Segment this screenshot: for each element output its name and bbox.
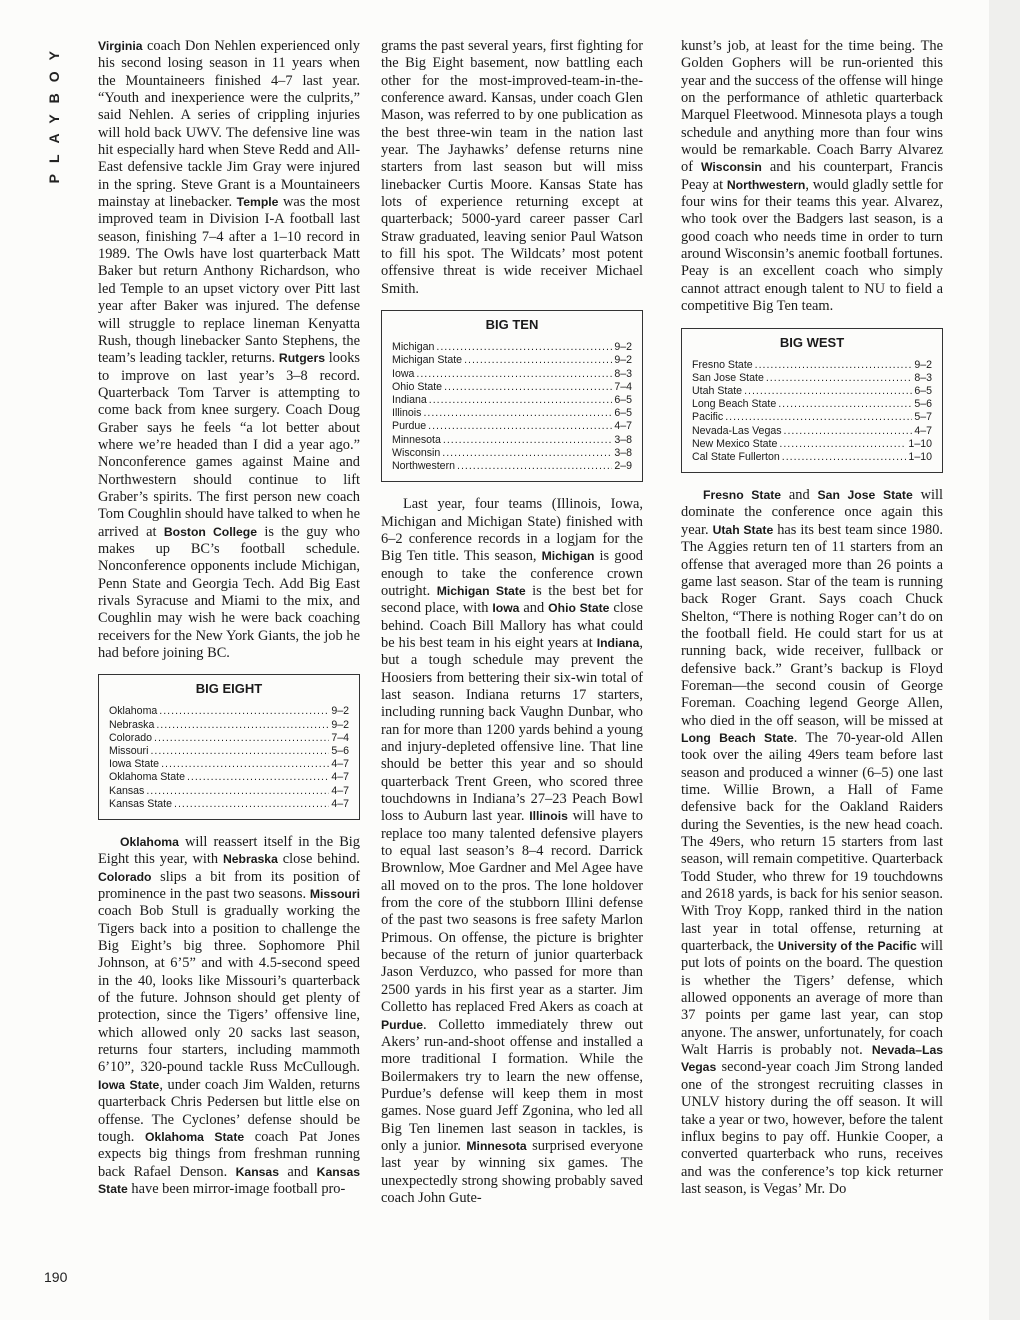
standings-team: Wisconsin bbox=[392, 446, 441, 459]
standings-title: BIG WEST bbox=[779, 334, 845, 350]
text-run: will dominate the conference once again this year. bbox=[681, 487, 943, 538]
text-run: coach Pat Jones expects big things from freshman running back Rafael Denson. bbox=[98, 1128, 360, 1180]
text-run: close behind. bbox=[277, 851, 361, 868]
standings-team: Kansas State bbox=[109, 797, 173, 810]
article-paragraph bbox=[381, 496, 643, 1207]
standings-row bbox=[109, 719, 349, 732]
team-name: Nevada–Las Vegas bbox=[681, 1043, 943, 1075]
standings-row bbox=[109, 758, 349, 771]
standings-record: 9–2 bbox=[614, 354, 632, 367]
standings-team: Long Beach State bbox=[692, 398, 777, 411]
text-run: have been mirror-image football pro- bbox=[127, 1180, 346, 1197]
text-run: , would gladly settle for four wins for their teams this year. Alvarez, who took over the Badgers last season, is a good coach who needs time in order to turn around Wisconsin’s anemic football fortunes. Peay is an excellent coach who simply cannot attract enough talent to NU to field a competitive Big Ten team. bbox=[681, 176, 943, 315]
dot-leader bbox=[156, 719, 329, 732]
standings-team: Michigan bbox=[392, 341, 435, 354]
standings-box-big-west bbox=[681, 328, 943, 474]
standings-team: Michigan State bbox=[392, 354, 463, 367]
team-name: Colorado bbox=[98, 869, 152, 884]
standings-record: 4–7 bbox=[331, 784, 349, 797]
text-run: . The 70-year-old Allen took over the ailing 49ers team before last season and produced a winner (6–5) one last time. Willie Brown, a Hall of Fame defensive back for the Oakland Raiders during the Seventies, is the new head coach. The 49ers, who return 15 starters from last season, will remain competitive. Quarterback Todd Studer, who threw for 19 touchdowns and 2618 yards, is back for his senior season. With Troy Kopp, ranked third in the nation last year in total offense, returning at quarterback, the bbox=[681, 729, 943, 955]
standings-record: 4–7 bbox=[914, 424, 932, 437]
standings-record: 5–7 bbox=[914, 411, 932, 424]
dot-leader bbox=[744, 385, 912, 398]
standings-row bbox=[392, 434, 632, 447]
text-run: and his counterpart, Francis Peay at bbox=[681, 159, 943, 193]
text-run: will have to replace too many talented defensive players to equal last season’s 8–4 record. Darrick Brownlow, Moe Gardner and Mel Agee have all moved on to the pros. The lone holdover from the core of the stubborn Illini defense of the past two seasons is free safety Marlon Primous. On offense, the picture is brighter because of the return of junior quarterback Jason Verduzco, who passed for more than 2500 yards in his first year as a starter. Jim Colletto has replaced Fred Akers as coach at bbox=[381, 808, 643, 1016]
standings-row bbox=[392, 460, 632, 473]
dot-leader bbox=[442, 447, 612, 460]
page-edge-shadow bbox=[989, 0, 1020, 1320]
standings-row bbox=[692, 411, 932, 424]
text-run: surprised everyone last year by winning six games. The unexpectedly strong showing probably saved coach John Gute- bbox=[381, 1137, 643, 1206]
standings-team: Illinois bbox=[392, 407, 422, 420]
dot-leader bbox=[150, 745, 329, 758]
standings-record: 5–6 bbox=[914, 398, 932, 411]
team-name: Oklahoma State bbox=[145, 1129, 245, 1144]
standings-row bbox=[109, 732, 349, 745]
team-name: Temple bbox=[236, 195, 279, 210]
standings-row bbox=[392, 447, 632, 460]
standings-team: Indiana bbox=[392, 393, 427, 406]
team-name: Kansas bbox=[235, 1164, 279, 1179]
text-run: . Colletto immediately threw out Akers’ run-and-shoot offense and installed a more traditional I formation. While the Boilermakers try to learn the new offense, Purdue’s defense will keep them in most games. Nose guard Jeff Zgonina, who led all Big Ten linemen last season in tackles, is only a junior. bbox=[381, 1016, 643, 1154]
standings-row bbox=[692, 438, 932, 451]
team-name: Iowa State bbox=[98, 1077, 160, 1092]
dot-leader bbox=[755, 359, 913, 372]
dot-leader bbox=[778, 398, 912, 411]
team-name: Illinois bbox=[529, 809, 568, 824]
team-name: Rutgers bbox=[278, 351, 325, 366]
text-run: will reassert itself in the Big Eight this year, with bbox=[98, 834, 360, 868]
dot-leader bbox=[444, 381, 612, 394]
standings-row bbox=[392, 407, 632, 420]
standings-row bbox=[692, 425, 932, 438]
standings-row bbox=[392, 354, 632, 367]
standings-team: Pacific bbox=[692, 411, 724, 424]
standings-team: Cal State Fullerton bbox=[692, 450, 780, 463]
standings-record: 4–7 bbox=[331, 758, 349, 771]
standings-team: Iowa bbox=[392, 367, 415, 380]
team-name: Utah State bbox=[712, 522, 774, 537]
team-name: Indiana bbox=[596, 635, 640, 650]
standings-record: 7–4 bbox=[331, 731, 349, 744]
standings-record: 8–3 bbox=[614, 367, 632, 380]
team-name: Iowa bbox=[492, 601, 520, 616]
standings-row bbox=[109, 785, 349, 798]
standings-team: Minnesota bbox=[392, 433, 441, 446]
standings-record: 2–9 bbox=[614, 459, 632, 472]
dot-leader bbox=[779, 438, 906, 451]
team-name: Nebraska bbox=[222, 852, 278, 867]
dot-leader bbox=[187, 771, 329, 784]
team-name: Virginia bbox=[98, 39, 143, 53]
text-run: kunst’s job, at least for the time being. The Golden Gophers will be run-oriented this year and the success of the offense will hinge on the performance of athletic quarterback Marquel Fleetwood. Minnesota plays a tough schedule and anything more than four wins would be remarkable. Coach Barry Alvarez of bbox=[681, 38, 943, 176]
team-name: Fresno State bbox=[703, 488, 782, 503]
dot-leader bbox=[464, 354, 612, 367]
standings-record: 4–7 bbox=[331, 771, 349, 784]
column-1 bbox=[98, 38, 360, 1198]
standings-team: Oklahoma State bbox=[109, 771, 185, 784]
standings-row bbox=[692, 359, 932, 372]
text-run: , under coach Jim Walden, returns quarterback Chris Pedersen but little else on offense. The Cyclones’ defense should be tough. bbox=[98, 1076, 361, 1145]
text-run: and bbox=[781, 487, 818, 504]
standings-record: 6–5 bbox=[614, 407, 632, 420]
team-name: Ohio State bbox=[548, 601, 610, 616]
text-run: was the most improved team in Division I-A football last season, finishing 7–4 after a 1–10 record in 1989. The Owls have lost quarterback Matt Baker but return Anthony Richardson, who led Temple to an upset victory over Pitt last year after Baker was injured. The defense will struggle to replace lineman Kenyatta Rush, though linebacker Santo Stephens, the team’s leading tackler, returns. bbox=[98, 194, 360, 367]
dot-leader bbox=[782, 451, 907, 464]
standings-record: 5–6 bbox=[331, 744, 349, 757]
text-run: , but a tough schedule may prevent the Hoosiers from bettering their six-win total of last season. Indiana returns 17 starters, including running back Vaughn Dunbar, who ran for more than 1200 yards behind a young and injury-depleted offensive line. That line should be better this year and so should quarterback Trent Green, who scored three touchdowns in Indiana’s 27–23 Peach Bowl loss to Auburn last year. bbox=[381, 634, 643, 825]
standings-row bbox=[392, 381, 632, 394]
team-name: San Jose State bbox=[817, 488, 913, 503]
dot-leader bbox=[174, 798, 329, 811]
standings-row bbox=[392, 420, 632, 433]
standings-record: 3–8 bbox=[614, 446, 632, 459]
standings-row bbox=[692, 372, 932, 385]
standings-row bbox=[692, 451, 932, 464]
dot-leader bbox=[159, 705, 329, 718]
standings-row bbox=[109, 798, 349, 811]
team-name: Michigan bbox=[541, 549, 595, 564]
dot-leader bbox=[428, 420, 612, 433]
standings-team: Kansas bbox=[109, 784, 145, 797]
standings-record: 4–7 bbox=[614, 420, 632, 433]
dot-leader bbox=[725, 411, 912, 424]
standings-team: Ohio State bbox=[392, 380, 443, 393]
standings-record: 8–3 bbox=[914, 371, 932, 384]
standings-team: Nebraska bbox=[109, 718, 155, 731]
page-number: 190 bbox=[44, 1269, 68, 1285]
standings-record: 7–4 bbox=[614, 380, 632, 393]
text-run: slips a bit from its position of prominence in the past two seasons. bbox=[98, 868, 360, 903]
team-name: Kansas State bbox=[98, 1164, 360, 1196]
standings-row bbox=[109, 745, 349, 758]
team-name: Minnesota bbox=[466, 1138, 527, 1153]
standings-team: Colorado bbox=[109, 731, 152, 744]
text-run: is the guy who makes up BC’s football schedule. Nonconference opponents include Michigan, Penn State and Georgia Tech. Add Big East rivals Syracuse and Miami to the mix, and Coughlin may wish he were back coaching receivers for the New York Giants, the job he had before joining BC. bbox=[98, 523, 360, 662]
article-paragraph bbox=[381, 38, 643, 298]
standings-team: Fresno State bbox=[692, 358, 753, 371]
standings-box-big-eight bbox=[98, 674, 360, 820]
dot-leader bbox=[416, 368, 612, 381]
team-name: Wisconsin bbox=[701, 160, 762, 175]
text-run: coach Don Nehlen experienced only his second losing season in 11 years when the Mountaineers finished 4–7 last year. “Youth and inexperience were the culprits,” said Nehlen. A series of crippling injuries will hold back UWV. The defensive line was hit especially hard when Steve Redd and All-East defensive tackle Jim Gray were injured in the spring. Steve Grant is a Mountaineers mainstay at linebacker. bbox=[98, 38, 360, 211]
team-name: University of the Pacific bbox=[777, 939, 917, 954]
text-run: looks to improve on last year’s 3–8 record. Quarterback Tom Tarver is attempting to come back from knee surgery. Coach Doug Graber says he feels “a lot better about where we’re headed than I did a year ago.” Nonconference games against Maine and Northwestern should continue to lift Graber’s spirits. The first person new coach Tom Coughlin should have talked to when he arrived at bbox=[98, 350, 360, 540]
standings-record: 1–10 bbox=[908, 437, 932, 450]
team-name: Boston College bbox=[163, 524, 257, 539]
standings-box-big-ten bbox=[381, 310, 643, 482]
standings-team: Northwestern bbox=[392, 459, 455, 472]
text-run: second-year coach Jim Strong landed one of the strongest recruiting classes in UNLV history during the off season. It will take a year or two, however, before the talent influx begins to pay off. Hunkie Cooper, a converted quarterback who runs, receives and was the conference’s top kick returner last season, is Vegas’ Mr. Do bbox=[681, 1059, 943, 1197]
text-run: is good enough to take the conference crown outright. bbox=[381, 548, 643, 599]
text-run: grams the past several years, first fighting for the Big Eight basement, now battling each other for the most-improved-team-in-the-conference award. Kansas, under coach Glen Mason, was referred to by one publication as the best three-win team in the nation last year. The Jayhawks’ defense returns nine starters from last season but will miss linebacker Curtis Moore. Kansas State has lots of experience returning except at quarterback; 5000-yard career passer Carl Straw graduated, leaving senior Paul Watson to fill his spot. The Wildcats’ most potent offensive threat is wide receiver Michael Smith. bbox=[381, 38, 643, 297]
text-run: and bbox=[278, 1163, 317, 1180]
dot-leader bbox=[457, 460, 612, 473]
standings-row bbox=[392, 341, 632, 354]
team-name: Northwestern bbox=[726, 177, 806, 192]
standings-record: 1–10 bbox=[908, 450, 932, 463]
standings-team: San Jose State bbox=[692, 371, 764, 384]
article-paragraph bbox=[681, 38, 943, 316]
standings-row bbox=[392, 368, 632, 381]
article-paragraph bbox=[98, 834, 360, 1198]
text-run: has its best team since 1980. The Aggies return ten of 11 starters from an offense that averaged more than 26 points a game last season. Star of the team is running back Roger Grant. Says coach Chuck Shelton, “There is nothing Roger can’t do on the football field. He could start for us at running back, wide receiver, fullback or defensive back.” Grant’s backup is Floyd Foreman—the second cousin of George Foreman. Coaching legend George Allen, who died in the off season, will be missed at bbox=[681, 521, 943, 729]
standings-record: 9–2 bbox=[331, 718, 349, 731]
dot-leader bbox=[443, 434, 612, 447]
standings-team: Nevada-Las Vegas bbox=[692, 424, 782, 437]
dot-leader bbox=[146, 785, 329, 798]
standings-row bbox=[392, 394, 632, 407]
standings-title: BIG TEN bbox=[485, 317, 539, 333]
article-paragraph bbox=[98, 38, 360, 662]
standings-team: Oklahoma bbox=[109, 705, 158, 718]
text-run: close behind. Coach Bill Mallory has what could be his best team in his eight years at bbox=[381, 600, 643, 651]
team-name: Long Beach State bbox=[681, 730, 794, 745]
text-run: will put lots of points on the board. The question is whether the Tigers’ defense, which allowed opponents an average of more than 37 points per game last year, can stop anyone. The answer, unfortunately, for coach Walt Harris is probably not. bbox=[681, 938, 943, 1059]
text-run: coach Bob Stull is gradually working the Tigers back into a position to challenge the Big Eight’s big three. Sophomore Phil Johnson, at 6’5” and with 4.5-second speed in the 40, looks like Missouri’s quarterback of the future. Johnson should get plenty of protection, since the Tigers’ offensive line, which allowed only 20 sacks last season, returns four starters, including mammoth 6’10”, 320-pound tackle Russ McCullough. bbox=[98, 903, 360, 1076]
text-run: is the best bet for second place, with bbox=[381, 582, 643, 617]
standings-title: BIG EIGHT bbox=[195, 681, 263, 697]
team-name: Missouri bbox=[309, 887, 360, 902]
magazine-name: PLAYBOY bbox=[46, 40, 62, 184]
standings-team: New Mexico State bbox=[692, 437, 778, 450]
team-name: Purdue bbox=[381, 1017, 423, 1032]
dot-leader bbox=[154, 732, 329, 745]
team-name: Michigan State bbox=[436, 583, 526, 598]
standings-record: 6–5 bbox=[614, 393, 632, 406]
column-2 bbox=[381, 38, 643, 1207]
dot-leader bbox=[784, 425, 913, 438]
standings-row bbox=[109, 705, 349, 718]
standings-team: Iowa State bbox=[109, 758, 160, 771]
standings-record: 6–5 bbox=[914, 384, 932, 397]
team-name: Oklahoma bbox=[120, 835, 179, 849]
text-run: and bbox=[519, 600, 549, 617]
dot-leader bbox=[436, 341, 612, 354]
standings-team: Purdue bbox=[392, 420, 427, 433]
dot-leader bbox=[766, 372, 912, 385]
standings-record: 3–8 bbox=[614, 433, 632, 446]
standings-record: 4–7 bbox=[331, 797, 349, 810]
standings-record: 9–2 bbox=[914, 358, 932, 371]
standings-row bbox=[109, 771, 349, 784]
dot-leader bbox=[161, 758, 329, 771]
standings-team: Missouri bbox=[109, 744, 149, 757]
text-run: Last year, four teams (Illinois, Iowa, Michigan and Michigan State) finished with 6–2 conference records in a logjam for the Big Ten title. This season, bbox=[381, 496, 643, 565]
dot-leader bbox=[423, 407, 612, 420]
standings-team: Utah State bbox=[692, 384, 743, 397]
standings-record: 9–2 bbox=[331, 705, 349, 718]
article-paragraph bbox=[681, 487, 943, 1198]
dot-leader bbox=[429, 394, 613, 407]
standings-record: 9–2 bbox=[614, 341, 632, 354]
standings-row bbox=[692, 385, 932, 398]
standings-row bbox=[692, 398, 932, 411]
column-3 bbox=[681, 38, 943, 1198]
